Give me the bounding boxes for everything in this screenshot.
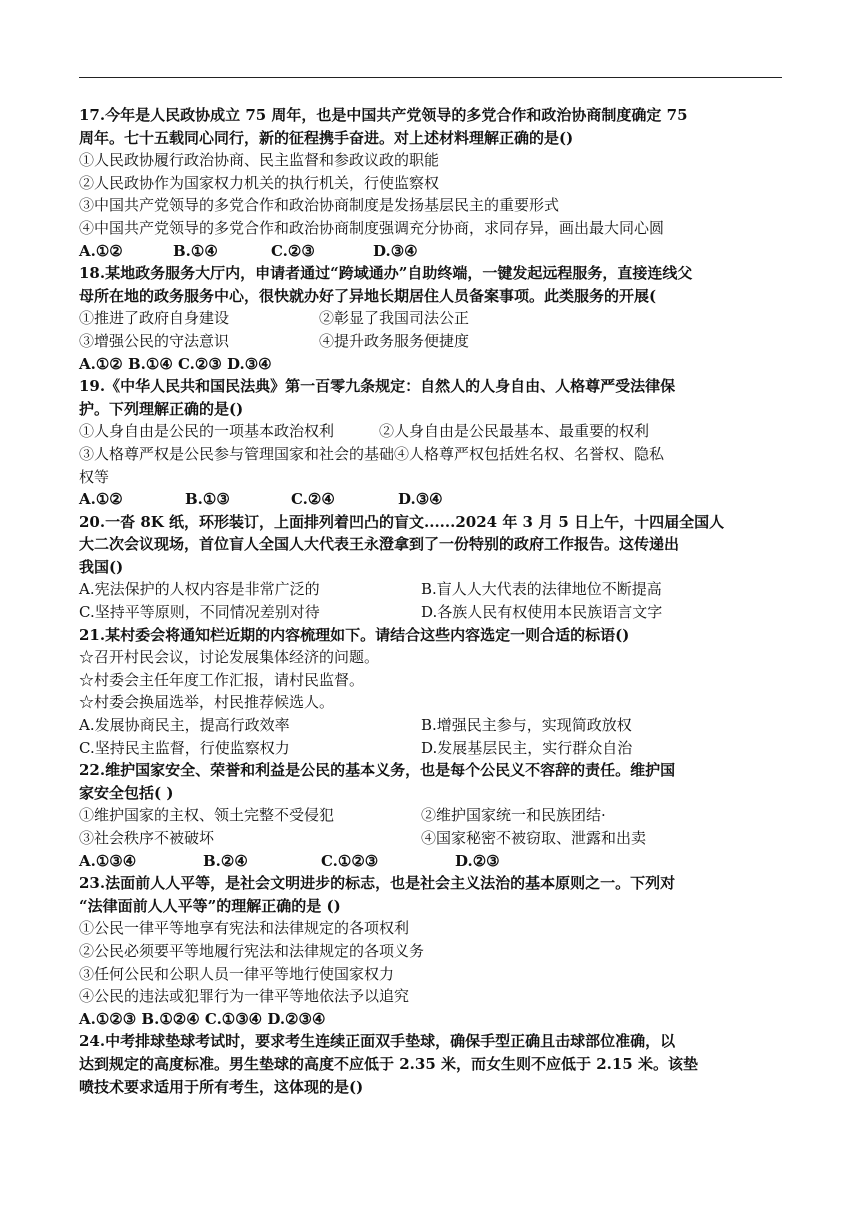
question-stem-line: 23.法面前人人平等，是社会文明进步的标志，也是社会主义法治的基本原则之一。下列对 (79, 874, 676, 893)
option-c[interactable]: C.②④ (291, 490, 335, 509)
option-c[interactable]: C.坚持平等原则，不同情况差别对待 (79, 603, 320, 622)
option-d[interactable]: D.发展基层民主，实行群众自治 (421, 738, 633, 757)
question-stem-line: 24.中考排球垫球考试时，要求考生连续正面双手垫球，确保手型正确且击球部位准确，以 (79, 1032, 676, 1051)
answer-options[interactable]: A.①②③ B.①②④ C.①③④ D.②③④ (79, 1009, 326, 1028)
statement-3: ③社会秩序不被破坏 (79, 829, 215, 847)
notice-item: ☆召开村民会议，讨论发展集体经济的问题。 (79, 648, 380, 667)
answer-options[interactable]: A.①② B.①④ C.②③ D.③④ (79, 354, 272, 373)
option-c[interactable]: C.坚持民主监督，行使监察权力 (79, 738, 290, 757)
question-stem-line: 家安全包括( ) (79, 783, 174, 802)
statement-2: ②彰显了我国司法公正 (319, 309, 470, 328)
question-19 (79, 375, 787, 511)
question-18 (79, 262, 787, 375)
statement-row (79, 804, 787, 827)
question-stem-line: 达到规定的高度标准。男生垫球的高度不应低于 2.35 米，而女生则不应低于 2.15 米。该垫 (79, 1054, 698, 1073)
question-stem-line: “法律面前人人平等”的理解正确的是 () (79, 896, 341, 915)
option-row (79, 601, 787, 624)
question-stem-line: 21.某村委会将通知栏近期的内容梳理如下。请结合这些内容选定一则合适的标语() (79, 625, 630, 644)
option-c[interactable]: C.②③ (271, 241, 315, 260)
statement-row (79, 330, 787, 353)
question-stem-line: 护。下列理解正确的是() (79, 399, 244, 418)
option-a[interactable]: A.①③④ (79, 851, 137, 870)
question-21 (79, 624, 787, 760)
question-stem-line: 18.某地政务服务大厅内，申请者通过“跨域通办”自助终端，一键发起远程服务，直接连线父 (79, 264, 693, 283)
statement-1: ①公民一律平等地享有宪法和法律规定的各项权利 (79, 919, 410, 938)
statement-3: ③任何公民和公职人员一律平等地行使国家权力 (79, 964, 395, 983)
statement-row (79, 827, 787, 850)
question-20 (79, 511, 787, 624)
statement-3: ③增强公民的守法意识 (79, 331, 230, 350)
option-d[interactable]: D.③④ (373, 241, 418, 260)
option-d[interactable]: D.各族人民有权使用本民族语言文字 (421, 603, 663, 622)
statement-2: ②人民政协作为国家权力机关的执行机关，行使监察权 (79, 173, 440, 192)
option-b[interactable]: B.增强民主参与，实现简政放权 (421, 716, 632, 735)
option-b[interactable]: B.盲人人大代表的法律地位不断提高 (421, 580, 662, 599)
option-c[interactable]: C.①②③ (321, 851, 379, 870)
statement-line: ①人身自由是公民的一项基本政治权利 ②人身自由是公民最基本、最重要的权利 (79, 422, 650, 441)
question-list (79, 104, 787, 1098)
header-rule (79, 77, 782, 78)
question-stem-line: 周年。七十五载同心同行，新的征程携手奋进。对上述材料理解正确的是() (79, 128, 574, 147)
statement-4: ④提升政务服务便捷度 (319, 331, 470, 350)
question-stem-line: 22.维护国家安全、荣誉和利益是公民的基本义务，也是每个公民义不容辞的责任。维护国 (79, 761, 676, 780)
statement-1: ①维护国家的主权、领土完整不受侵犯 (79, 806, 335, 825)
question-stem-line: 喷技术要求适用于所有考生，这体现的是() (79, 1077, 364, 1096)
option-b[interactable]: B.②④ (203, 851, 248, 870)
option-b[interactable]: B.①④ (173, 241, 218, 260)
question-17 (79, 104, 787, 262)
statement-line: 权等 (79, 467, 110, 486)
statement-4: ④中国共产党领导的多党合作和政治协商制度强调充分协商，求同存异，画出最大同心圆 (79, 218, 665, 237)
statement-4: ④公民的违法或犯罪行为一律平等地依法予以追究 (79, 987, 410, 1006)
question-24 (79, 1030, 787, 1098)
notice-item: ☆村委会换届选举，村民推荐候选人。 (79, 693, 335, 712)
statement-row (79, 307, 787, 330)
option-row (79, 737, 787, 760)
option-a[interactable]: A.宪法保护的人权内容是非常广泛的 (79, 580, 320, 599)
answer-options (79, 240, 787, 263)
option-a[interactable]: A.发展协商民主，提高行政效率 (79, 716, 290, 735)
question-stem-line: 17.今年是人民政协成立 75 周年，也是中国共产党领导的多党合作和政治协商制度确定 75 (79, 106, 688, 124)
option-d[interactable]: D.③④ (398, 490, 443, 509)
statement-1: ①人民政协履行政治协商、民主监督和参政议政的职能 (79, 151, 440, 170)
option-b[interactable]: B.①③ (185, 490, 230, 509)
notice-item: ☆村委会主任年度工作汇报，请村民监督。 (79, 670, 365, 689)
question-stem-line: 19.《中华人民共和国民法典》第一百零九条规定：自然人的人身自由、人格尊严受法律保 (79, 377, 676, 396)
statement-1: ①推进了政府自身建设 (79, 309, 230, 328)
option-a[interactable]: A.①② (79, 490, 123, 509)
option-row (79, 714, 787, 737)
answer-options (79, 488, 787, 511)
question-stem-line: 大二次会议现场，首位盲人全国人大代表王永澄拿到了一份特别的政府工作报告。这传递出 (79, 535, 680, 554)
statement-4: ④国家秘密不被窃取、泄露和出卖 (421, 829, 647, 847)
question-stem-line: 母所在地的政务服务中心，很快就办好了异地长期居住人员备案事项。此类服务的开展( (79, 286, 657, 305)
question-23 (79, 872, 787, 1030)
statement-2: ②公民必须要平等地履行宪法和法律规定的各项义务 (79, 941, 425, 960)
option-d[interactable]: D.②③ (455, 851, 500, 870)
question-22 (79, 759, 787, 872)
statement-line: ③人格尊严权是公民参与管理国家和社会的基础④人格尊严权包括姓名权、名誉权、隐私 (79, 444, 665, 463)
statement-2: ②维护国家统一和民族团结· (421, 806, 606, 825)
statement-3: ③中国共产党领导的多党合作和政治协商制度是发扬基层民主的重要形式 (79, 196, 560, 215)
option-a[interactable]: A.①② (79, 241, 123, 260)
answer-options (79, 850, 787, 873)
question-stem-line: 20.一沓 8K 纸，环形装订，上面排列着凹凸的盲文......2024 年 3 月 5 日上午，十四届全国人 (79, 512, 725, 531)
option-row (79, 578, 787, 601)
question-stem-line: 我国() (79, 557, 124, 576)
